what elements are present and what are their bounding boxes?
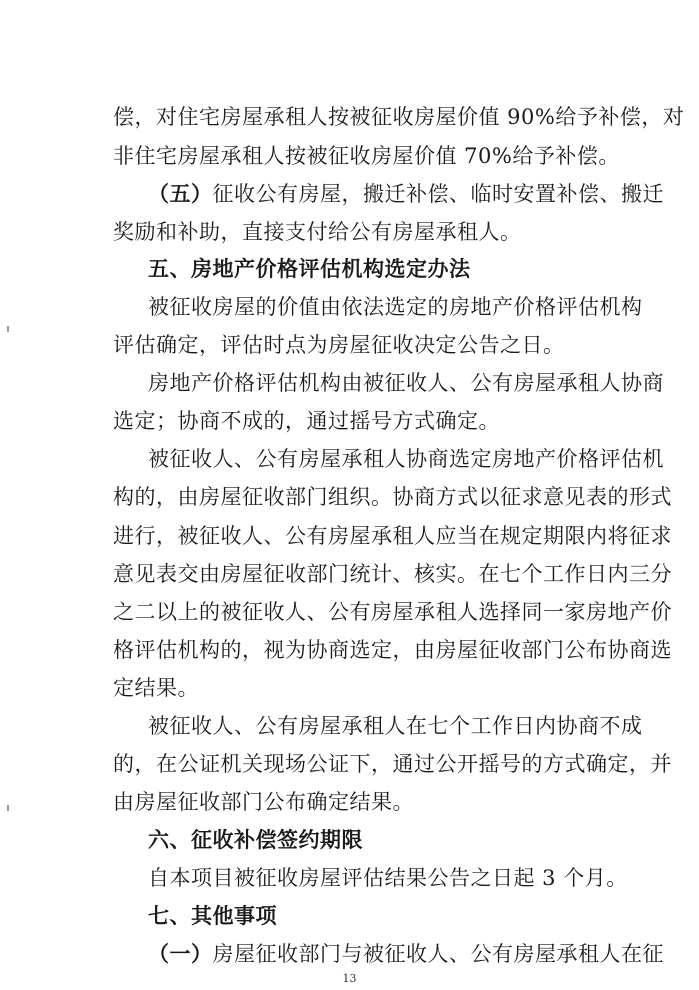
body-line: 构的，由房屋征收部门组织。协商方式以征求意见表的形式 [113,485,672,509]
body-line: 格评估机构的，视为协商选定，由房屋征收部门公布协商选 [113,638,672,662]
page-number: 13 [342,972,357,985]
body-line: 由房屋征收部门公布确定结果。 [113,790,414,814]
body-line: 进行，被征收人、公有房屋承租人应当在规定期限内将征求 [113,524,672,548]
section-heading: 七、其他事项 [148,904,277,928]
body-line: 被征收人、公有房屋承租人在七个工作日内协商不成 [148,714,643,738]
section-heading: 六、征收补偿签约期限 [148,828,363,852]
body-line: 自本项目被征收房屋评估结果公告之日起 3 个月。 [148,866,628,890]
body-line: 被征收房屋的价值由依法选定的房地产价格评估机构 [148,295,643,319]
item-number: （五） [148,182,213,206]
body-line-item [148,182,664,206]
body-line: 偿，对住宅房屋承租人按被征收房屋价值 90%给予补偿，对 [113,105,685,129]
section-heading: 五、房地产价格评估机构选定办法 [148,257,471,281]
item-number: （一） [148,942,213,966]
body-line: 房地产价格评估机构由被征收人、公有房屋承租人协商 [148,371,664,395]
margin-mark [7,326,9,332]
body-line-text: 征收公有房屋，搬迁补偿、临时安置补偿、搬迁 [212,182,664,206]
body-line-item [148,942,664,966]
body-line: 选定；协商不成的，通过摇号方式确定。 [113,409,500,433]
body-line: 的，在公证机关现场公证下，通过公开摇号的方式确定，并 [113,752,672,776]
body-line: 非住宅房屋承租人按被征收房屋价值 70%给予补偿。 [113,144,620,168]
margin-mark [7,805,9,811]
body-line: 之二以上的被征收人、公有房屋承租人选择同一家房地产价 [113,600,672,624]
body-line: 评估确定，评估时点为房屋征收决定公告之日。 [113,333,565,357]
body-line-text: 房屋征收部门与被征收人、公有房屋承租人在征 [212,942,664,966]
body-line: 意见表交由房屋征收部门统计、核实。在七个工作日内三分 [113,562,672,586]
body-line: 定结果。 [113,676,199,700]
body-line: 被征收人、公有房屋承租人协商选定房地产价格评估机 [148,447,664,471]
body-line: 奖励和补助，直接支付给公有房屋承租人。 [113,220,522,244]
